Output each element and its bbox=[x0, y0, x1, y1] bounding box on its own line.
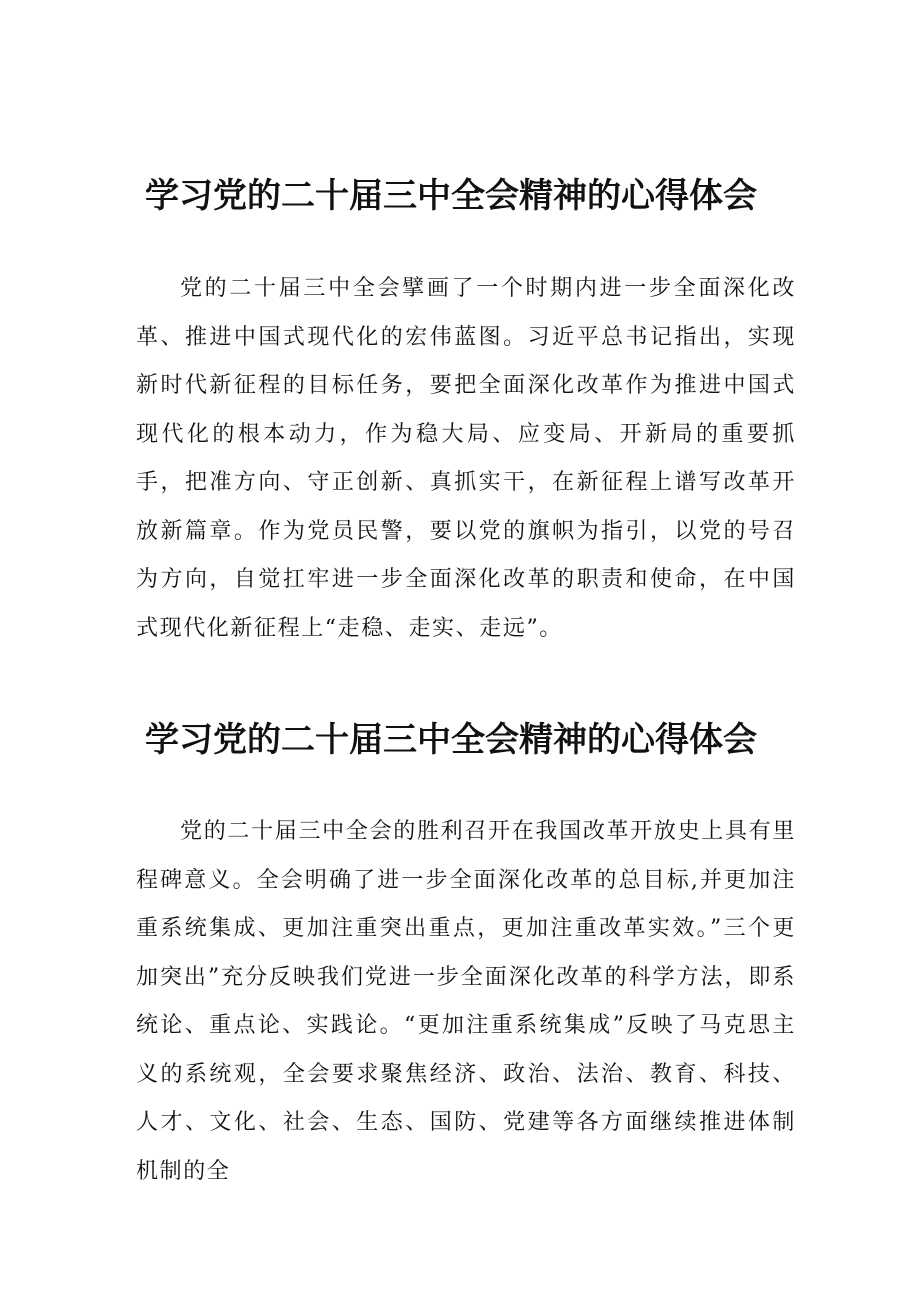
section-body-1: 党的二十届三中全会擘画了一个时期内进一步全面深化改革、推进中国式现代化的宏伟蓝图。习近平总书记指出，实现新时代新征程的目标任务，要把全面深化改革作为推进中国式现代化的根本动力，作为稳大局、应变局、开新局的重要抓手，把准方向、守正创新、真抓实干，在新征程上谱写改革开放新篇章。作为党员民警，要以党的旗帜为指引，以党的号召为方向，自觉扛牢进一步全面深化改革的职责和使命，在中国式现代化新征程上“走稳、走实、走远”。 bbox=[136, 276, 796, 641]
section-body-2: 党的二十届三中全会的胜利召开在我国改革开放史上具有里程碑意义。全会明确了进一步全面深化改革的总目标,并更加注重系统集成、更加注重突出重点，更加注重改革实效。”三个更加突出”充分反映我们党进一步全面深化改革的科学方法，即系统论、重点论、实践论。“更加注重系统集成”反映了马克思主义的系统观，全会要求聚焦经济、政治、法治、教育、科技、人才、文化、社会、生态、国防、党建等各方面继续推进体制机制的全 bbox=[136, 819, 796, 1184]
section-title-2: 学习党的二十届三中全会精神的心得体会 bbox=[145, 720, 757, 760]
section-title-1: 学习党的二十届三中全会精神的心得体会 bbox=[145, 176, 757, 216]
